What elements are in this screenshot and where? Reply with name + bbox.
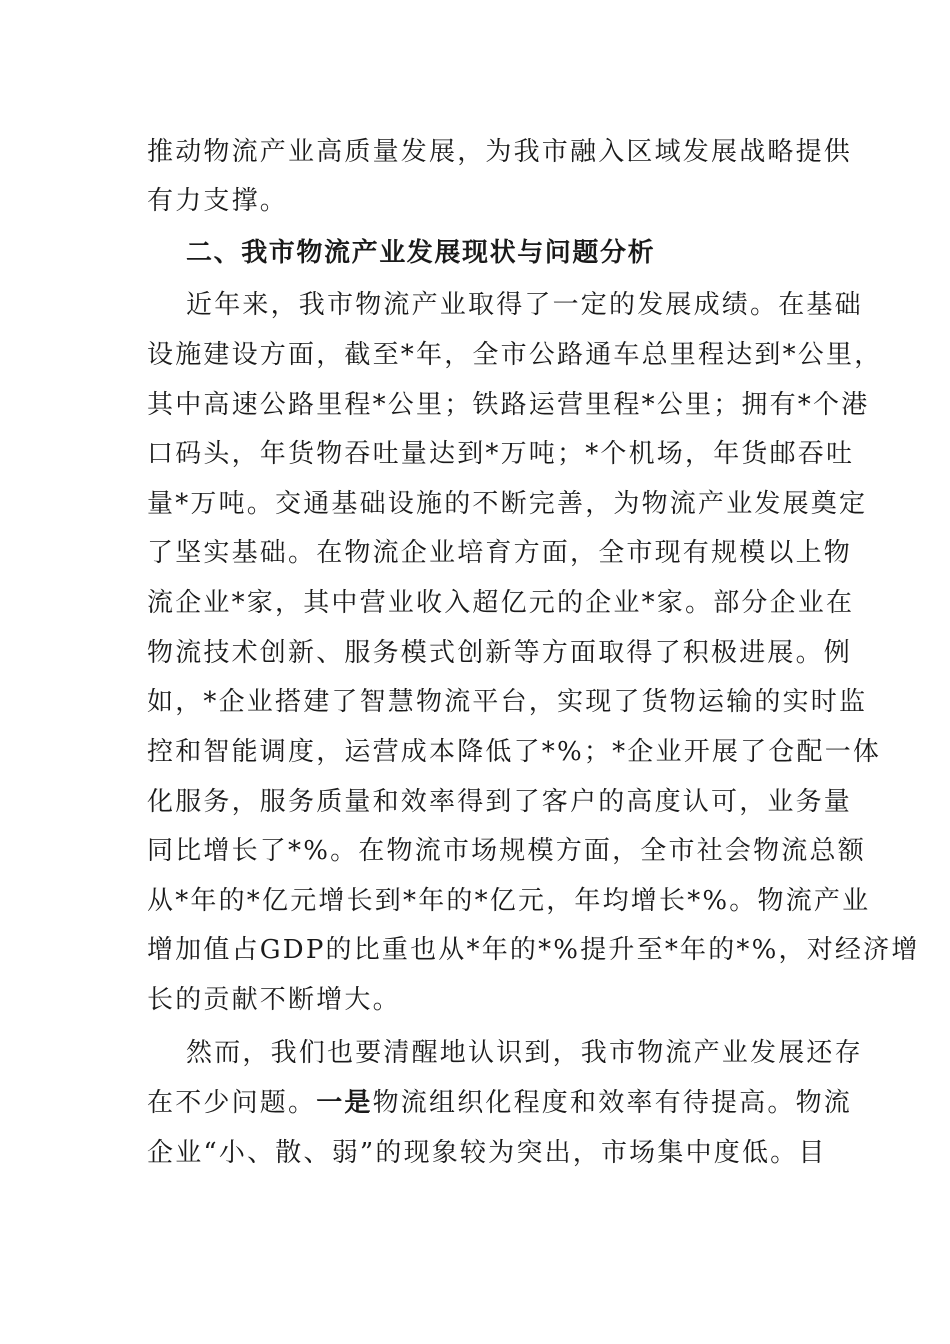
paragraph-line-15: 从*年的*亿元增长到*年的*亿元，年均增长*%。物流产业 [147,886,871,916]
paragraph-line-18: 然而，我们也要清醒地认识到，我市物流产业发展还存 [186,1038,863,1068]
paragraph-line-12: 控和智能调度，运营成本降低了*%；*企业开展了仓配一体 [147,737,882,767]
paragraph-line-20: 企业“小、散、弱”的现象较为突出，市场集中度低。目 [147,1138,827,1168]
paragraph-line-9: 流企业*家，其中营业收入超亿元的企业*家。部分企业在 [147,588,855,618]
paragraph-line-17: 长的贡献不断增大。 [147,985,401,1015]
paragraph-line-2: 有力支撑。 [147,186,289,216]
section-heading: 二、我市物流产业发展现状与问题分析 [186,238,656,268]
line-text: 物流组织化程度和效率有待提高。物流 [372,1088,853,1118]
paragraph-line-4: 设施建设方面，截至*年，全市公路通车总里程达到*公里， [147,340,883,370]
paragraph-line-6: 口码头，年货物吞吐量达到*万吨；*个机场，年货邮吞吐 [147,439,855,469]
paragraph-line-16: 增加值占GDP的比重也从*年的*%提升至*年的*%，对经济增 [147,935,920,965]
paragraph-line-11: 如，*企业搭建了智慧物流平台，实现了货物运输的实时监 [147,687,868,717]
paragraph-line-3: 近年来，我市物流产业取得了一定的发展成绩。在基础 [186,290,863,320]
paragraph-line-7: 量*万吨。交通基础设施的不断完善，为物流产业发展奠定 [147,489,868,519]
paragraph-line-19 [147,1086,853,1120]
line-text: 在不少问题。 [147,1088,317,1118]
paragraph-line-1: 推动物流产业高质量发展，为我市融入区域发展战略提供 [147,137,853,167]
paragraph-line-8: 了坚实基础。在物流企业培育方面，全市现有规模以上物 [147,538,853,568]
paragraph-line-10: 物流技术创新、服务模式创新等方面取得了积极进展。例 [147,638,853,668]
emphasis-text: 一是 [316,1088,373,1118]
paragraph-line-5: 其中高速公路里程*公里；铁路运营里程*公里；拥有*个港 [147,390,870,420]
paragraph-line-13: 化服务，服务质量和效率得到了客户的高度认可，业务量 [147,787,853,817]
paragraph-line-14: 同比增长了*%。在物流市场规模方面，全市社会物流总额 [147,836,866,866]
